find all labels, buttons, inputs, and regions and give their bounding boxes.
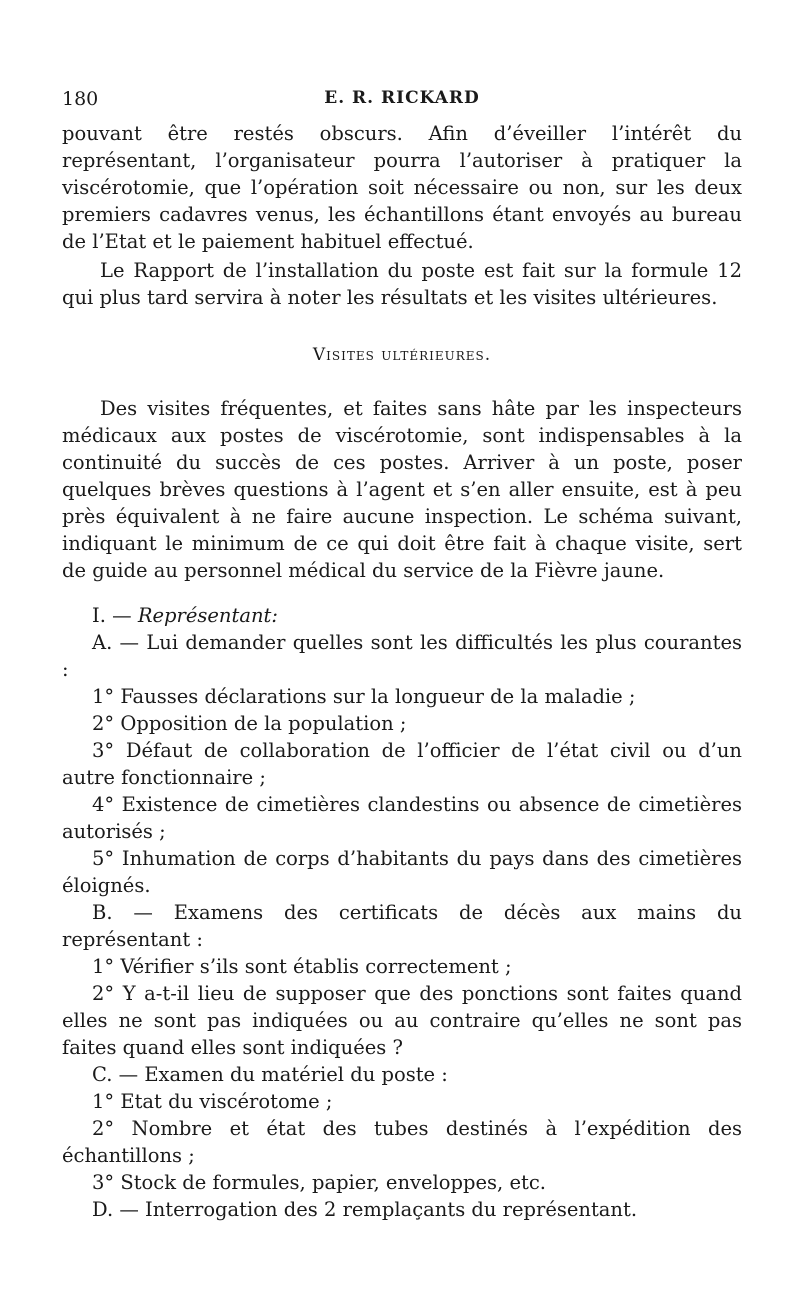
list-prefix: I. — bbox=[92, 604, 138, 627]
list-item-a1: 1° Fausses déclarations sur la longueur de la maladie ; bbox=[92, 685, 636, 708]
checklist bbox=[62, 602, 742, 1223]
list-item-a2: 2° Opposition de la population ; bbox=[92, 712, 407, 735]
section-heading: Visites ultérieures. bbox=[312, 345, 492, 365]
list-item-a5: 5° Inhumation de corps d’habitants du pays dans des cimetières éloignés. bbox=[62, 847, 742, 897]
list-item-a: A. — Lui demander quelles sont les difficultés les plus courantes : bbox=[62, 631, 742, 681]
document-page bbox=[62, 88, 742, 1223]
list-item-c: C. — Examen du matériel du poste : bbox=[92, 1063, 448, 1086]
list-item-representant bbox=[62, 602, 742, 629]
page-number: 180 bbox=[62, 88, 99, 110]
list-item-b: B. — Examens des certificats de décès aux mains du représentant : bbox=[62, 901, 742, 951]
list-item-a4: 4° Existence de cimetières clandestins ou absence de cimetières autorisés ; bbox=[62, 793, 742, 843]
list-item-c1: 1° Etat du viscérotome ; bbox=[92, 1090, 333, 1113]
paragraph-rapport: Le Rapport de l’installation du poste est fait sur la formule 12 qui plus tard servira à noter les résultats et les visites ultérieures. bbox=[62, 259, 742, 309]
list-title: Représentant: bbox=[137, 604, 278, 627]
list-item-b2: 2° Y a-t-il lieu de supposer que des ponctions sont faites quand elles ne sont pas indiquées ou au contraire qu’elles ne sont pas faites quand elles sont indiquées ? bbox=[62, 982, 742, 1059]
page-header bbox=[62, 88, 742, 116]
list-item-c3: 3° Stock de formules, papier, enveloppes, etc. bbox=[92, 1171, 546, 1194]
running-head: E. R. RICKARD bbox=[324, 88, 480, 108]
list-item-d: D. — Interrogation des 2 remplaçants du représentant. bbox=[92, 1198, 638, 1221]
paragraph-visites: Des visites fréquentes, et faites sans hâte par les inspecteurs médicaux aux postes de viscérotomie, sont indispensables à la continuité du succès de ces postes. Arriver à un poste, poser quelques brèves questions à l’agent et s’en aller ensuite, est à peu près équivalent à ne faire aucune inspection. Le schéma suivant, indiquant le minimum de ce qui doit être fait à chaque visite, sert de guide au personnel médical du service de la Fièvre jaune. bbox=[62, 397, 742, 582]
list-item-a3: 3° Défaut de collaboration de l’officier de l’état civil ou d’un autre fonctionnaire ; bbox=[62, 739, 742, 789]
paragraph-continuation: pouvant être restés obscurs. Afin d’éveiller l’intérêt du représentant, l’organisateur pourra l’autoriser à pratiquer la viscérotomie, que l’opération soit nécessaire ou non, sur les deux premiers cadavres venus, les échantillons étant envoyés au bureau de l’Etat et le paiement habituel effectué. bbox=[62, 122, 742, 253]
list-item-c2: 2° Nombre et état des tubes destinés à l’expédition des échantillons ; bbox=[62, 1117, 742, 1167]
list-item-b1: 1° Vérifier s’ils sont établis correctement ; bbox=[92, 955, 512, 978]
